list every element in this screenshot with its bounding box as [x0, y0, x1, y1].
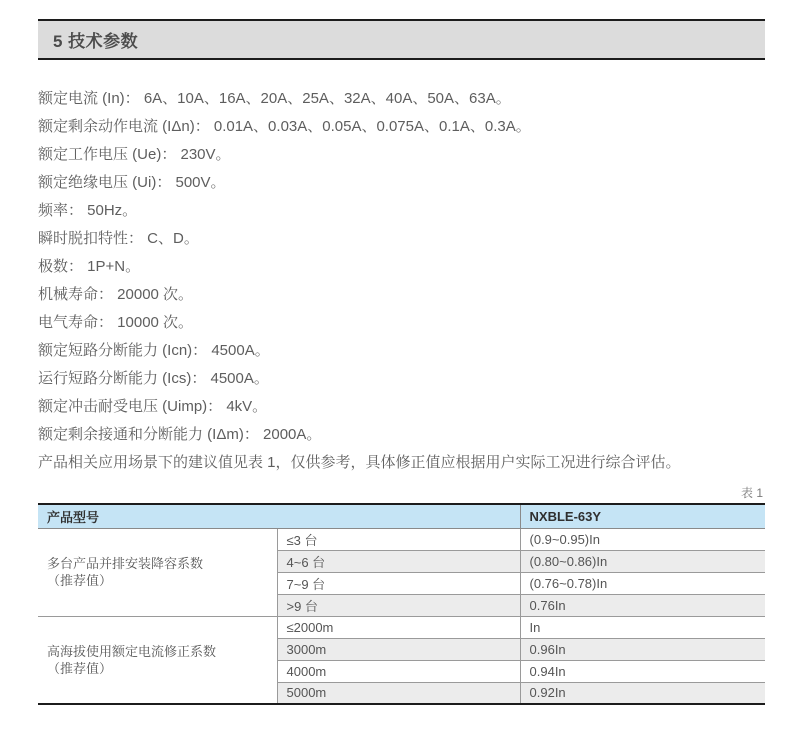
- spec-line-idm: 额定剩余接通和分断能力 (IΔm)： 2000A。: [38, 426, 322, 443]
- spec-line-ics: 运行短路分断能力 (Ics)： 4500A。: [38, 370, 269, 387]
- condition-cell: ≤3 台: [277, 528, 520, 550]
- value-cell: 0.76In: [520, 594, 765, 616]
- condition-cell: >9 台: [277, 594, 520, 616]
- section-header-bar: [38, 19, 765, 60]
- header-product-model-cell: 产品型号: [38, 504, 520, 528]
- spec-line-note: 产品相关应用场景下的建议值见表 1，仅供参考，具体修正值应根据用户实际工况进行综合评估。: [38, 454, 681, 471]
- parameters-table: [38, 503, 765, 705]
- table-row: [38, 616, 765, 638]
- spec-line-insulation-voltage: 额定绝缘电压 (Ui)： 500V。: [38, 174, 226, 191]
- value-cell: In: [520, 616, 765, 638]
- condition-cell: 5000m: [277, 682, 520, 704]
- group-label-text: 多台产品并排安装降容系数: [47, 556, 204, 571]
- condition-cell: ≤2000m: [277, 616, 520, 638]
- group-label-altitude: [38, 616, 277, 704]
- spec-line-trip-characteristic: 瞬时脱扣特性： C、D。: [38, 230, 199, 247]
- condition-cell: 3000m: [277, 638, 520, 660]
- table-caption: 表 1: [740, 486, 763, 500]
- group-label-note: （推荐值）: [47, 660, 113, 676]
- spec-line-poles: 极数： 1P+N。: [38, 258, 141, 275]
- condition-cell: 7~9 台: [277, 572, 520, 594]
- condition-cell: 4000m: [277, 660, 520, 682]
- spec-line-rated-current: 额定电流 (In)： 6A、10A、16A、20A、25A、32A、40A、50A、63A。: [38, 90, 511, 107]
- table-row: [38, 528, 765, 550]
- value-cell: (0.80~0.86)In: [520, 550, 765, 572]
- spec-line-residual-current: 额定剩余动作电流 (IΔn)： 0.01A、0.03A、0.05A、0.075A、0.1A、0.3A。: [38, 118, 531, 135]
- spec-line-mechanical-life: 机械寿命： 20000 次。: [38, 286, 194, 303]
- value-cell: 0.96In: [520, 638, 765, 660]
- condition-cell: 4~6 台: [277, 550, 520, 572]
- group-label-note: （推荐值）: [47, 573, 113, 588]
- group-label-text: 高海拔使用额定电流修正系数: [47, 643, 217, 659]
- header-model-value-cell: NXBLE-63Y: [520, 504, 765, 528]
- group-label-derating: [38, 528, 277, 616]
- section-title: 5 技术参数: [53, 32, 139, 51]
- spec-line-working-voltage: 额定工作电压 (Ue)： 230V。: [38, 146, 231, 163]
- value-cell: 0.92In: [520, 682, 765, 704]
- value-cell: (0.76~0.78)In: [520, 572, 765, 594]
- value-cell: 0.94In: [520, 660, 765, 682]
- spec-line-electrical-life: 电气寿命： 10000 次。: [38, 314, 194, 331]
- spec-line-frequency: 频率： 50Hz。: [38, 202, 138, 219]
- spec-line-icn: 额定短路分断能力 (Icn)： 4500A。: [38, 342, 270, 359]
- spec-list: [38, 85, 765, 477]
- value-cell: (0.9~0.95)In: [520, 528, 765, 550]
- spec-line-uimp: 额定冲击耐受电压 (Uimp)： 4kV。: [38, 398, 268, 415]
- table-header-row: [38, 504, 765, 528]
